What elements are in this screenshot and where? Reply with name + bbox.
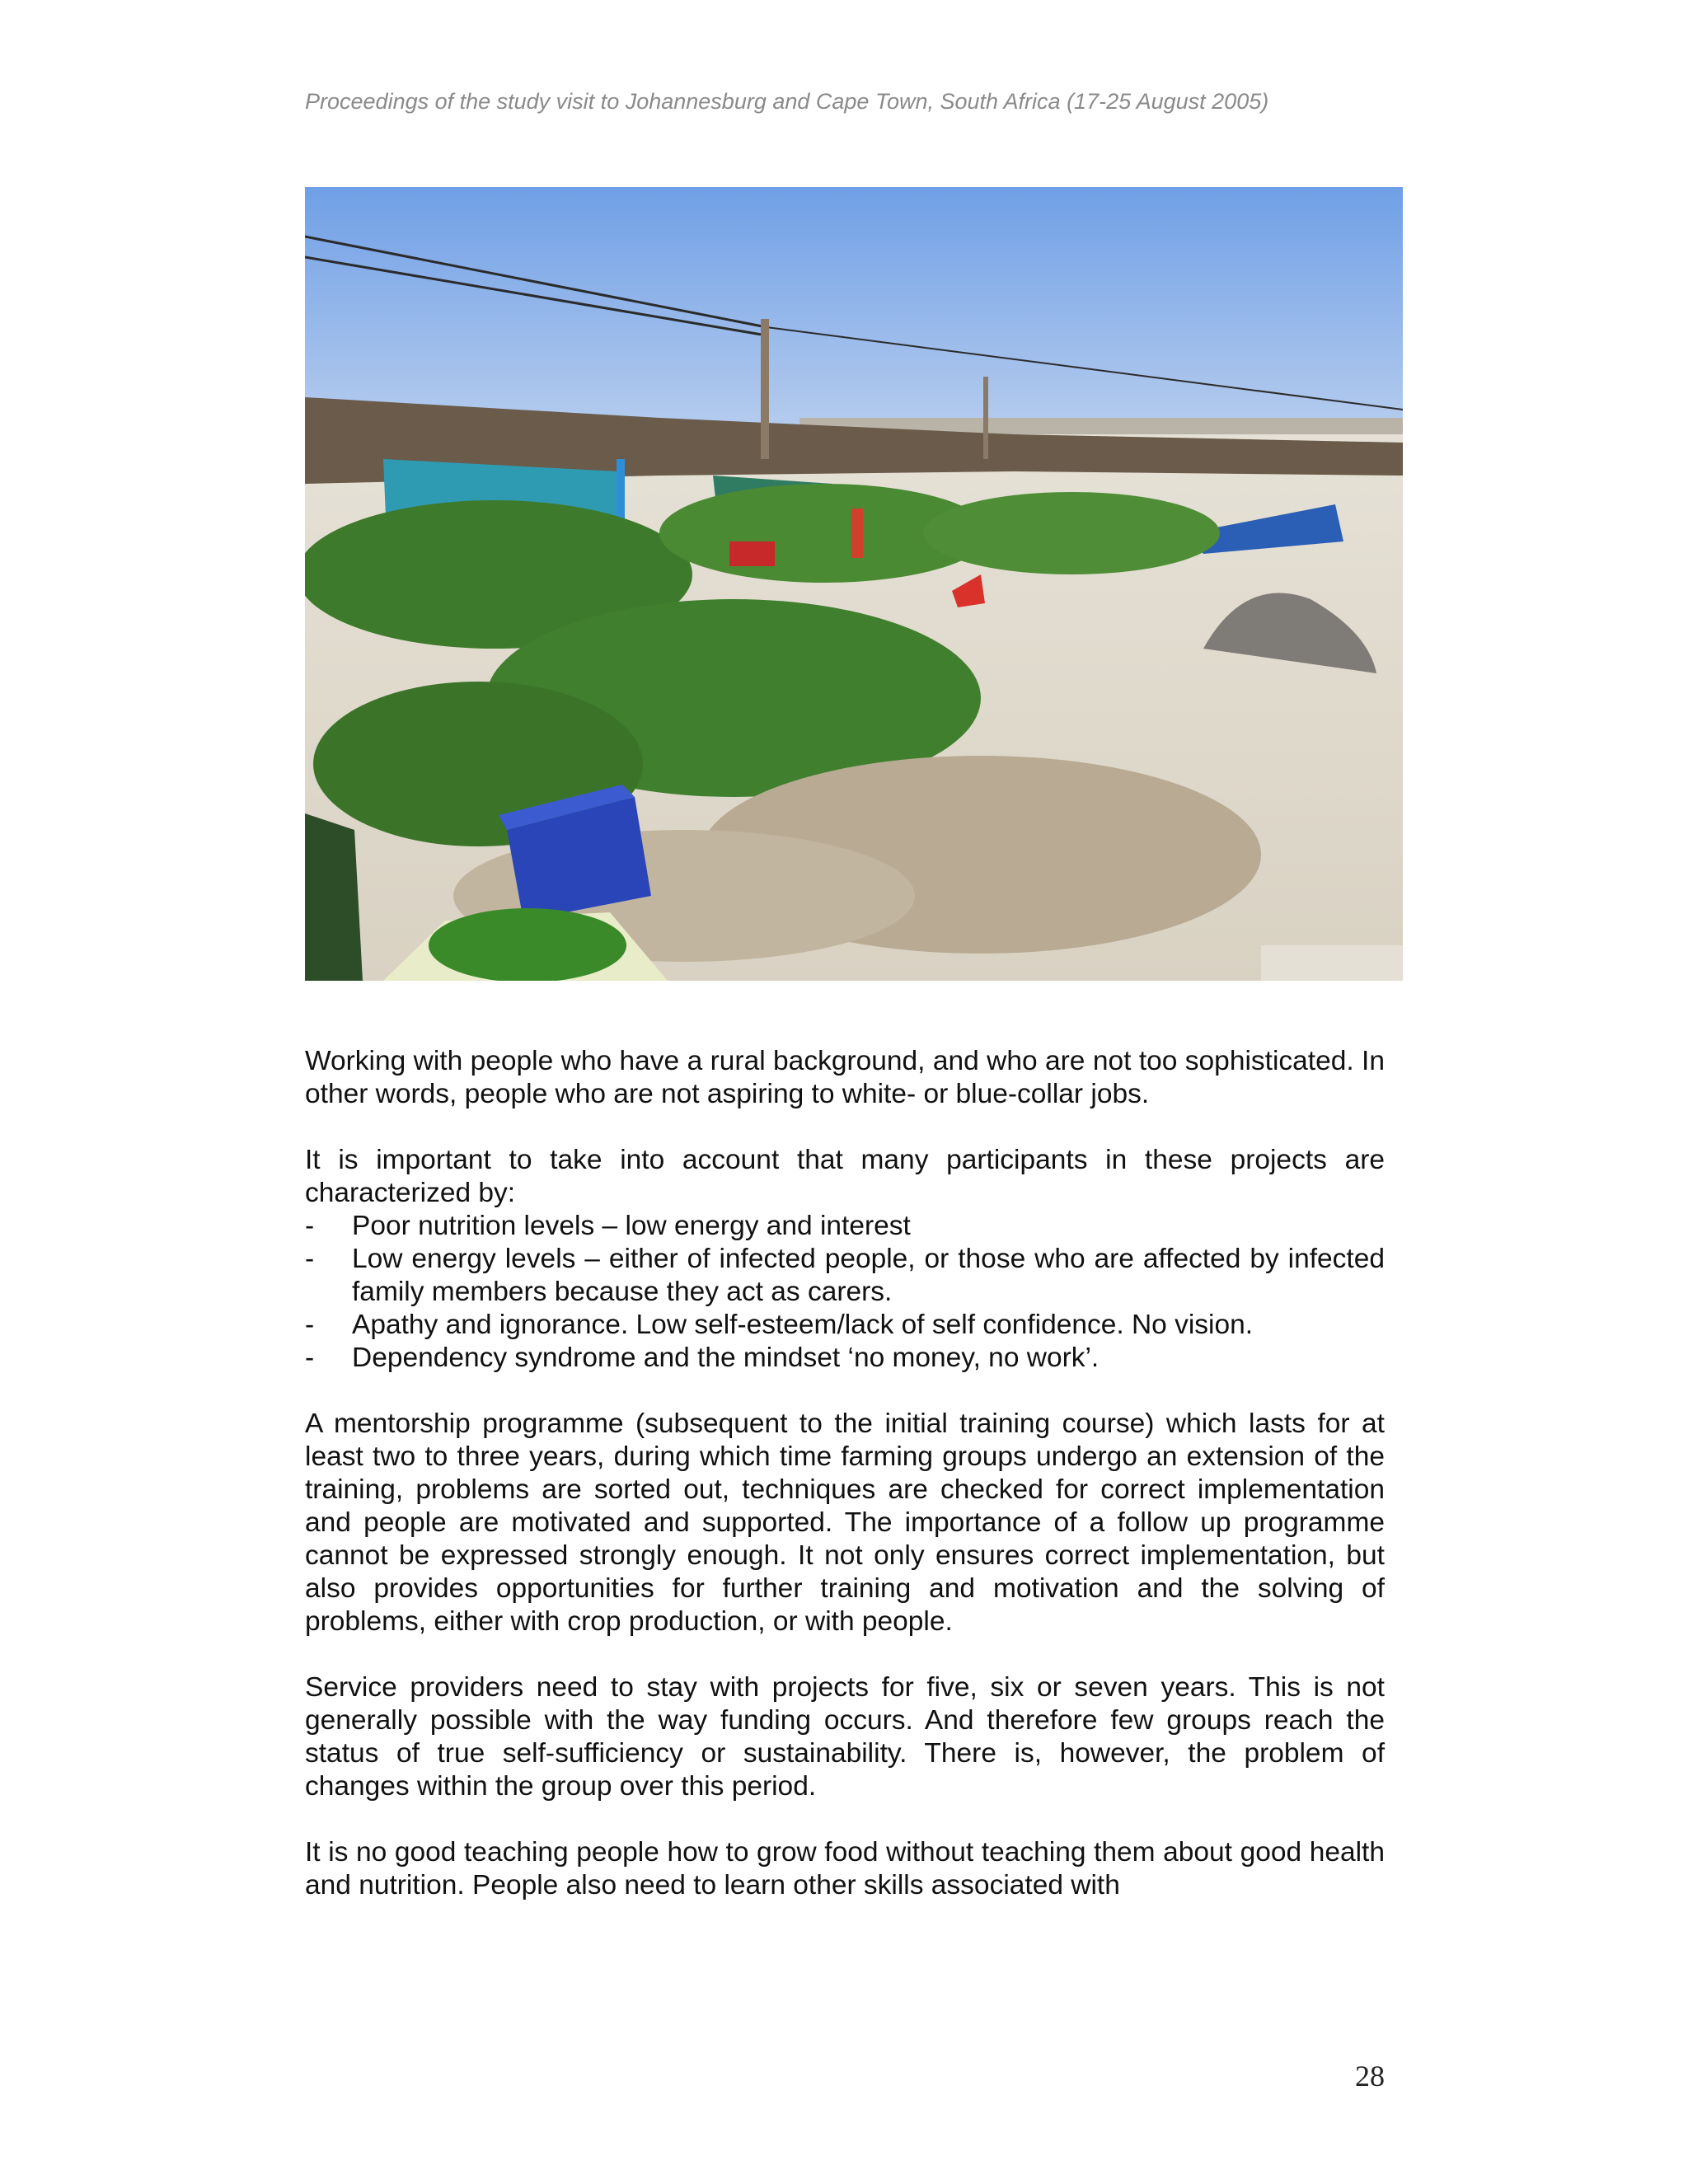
list-item (305, 1309, 1385, 1342)
bullet-marker: - (305, 1211, 315, 1241)
bullet-list (305, 1210, 1385, 1375)
list-item-text: Apathy and ignorance. Low self-esteem/lack of self confidence. No vision. (352, 1310, 1254, 1340)
bullet-marker: - (305, 1310, 315, 1340)
paragraph: Working with people who have a rural background, and who are not too sophisticated. In other words, people who are not aspiring to white- or blue-collar jobs. (305, 1046, 1385, 1109)
garden-photo-illustration (305, 187, 1403, 981)
list-item-text: Poor nutrition levels – low energy and interest (352, 1211, 911, 1241)
paragraph: Service providers need to stay with projects for five, six or seven years. This is not generally possible with the way funding occurs. And therefore few groups reach the status of true self-sufficiency or sustainability. There is, however, the problem of changes within the group over this period. (305, 1672, 1385, 1802)
sky (305, 187, 1403, 434)
list-item (305, 1342, 1385, 1375)
garden-photo (305, 187, 1403, 981)
sand-edge (1261, 945, 1403, 981)
red-crate (729, 541, 775, 566)
body-text (305, 1045, 1385, 1935)
bullet-marker: - (305, 1244, 315, 1274)
paragraph: A mentorship programme (subsequent to the initial training course) which lasts for at least two to three years, during which time farming groups undergo an extension of the training, problems are sorted out, techniques are checked for correct implementation and people are motivated and supported. The importance of a follow up programme cannot be expressed strongly enough. It not only ensures correct implementation, but also provides opportunities for further training and motivation and the solving of problems, either with crop production, or with people. (305, 1408, 1385, 1637)
foreground-shadow (305, 813, 363, 981)
red-marker (851, 509, 863, 558)
list-item-text: Dependency syndrome and the mindset ‘no money, no work’. (352, 1343, 1100, 1373)
crop-bed (923, 492, 1220, 574)
utility-pole (761, 319, 769, 459)
paragraph: It is important to take into account that many participants in these projects are characterized by: (305, 1145, 1385, 1208)
utility-pole (983, 377, 988, 459)
list-item-text: Low energy levels – either of infected people, or those who are affected by infected family members because they act as carers. (352, 1244, 1385, 1307)
list-item (305, 1243, 1385, 1309)
paragraph: It is no good teaching people how to grow food without teaching them about good health and nutrition. People also need to learn other skills associated with (305, 1837, 1385, 1900)
running-header: Proceedings of the study visit to Johannesburg and Cape Town, South Africa (17-25 August 2005) (305, 89, 1269, 114)
page-number: 28 (1355, 2060, 1385, 2093)
list-item (305, 1210, 1385, 1243)
bullet-marker: - (305, 1343, 315, 1373)
foreground-leaves (429, 908, 626, 981)
